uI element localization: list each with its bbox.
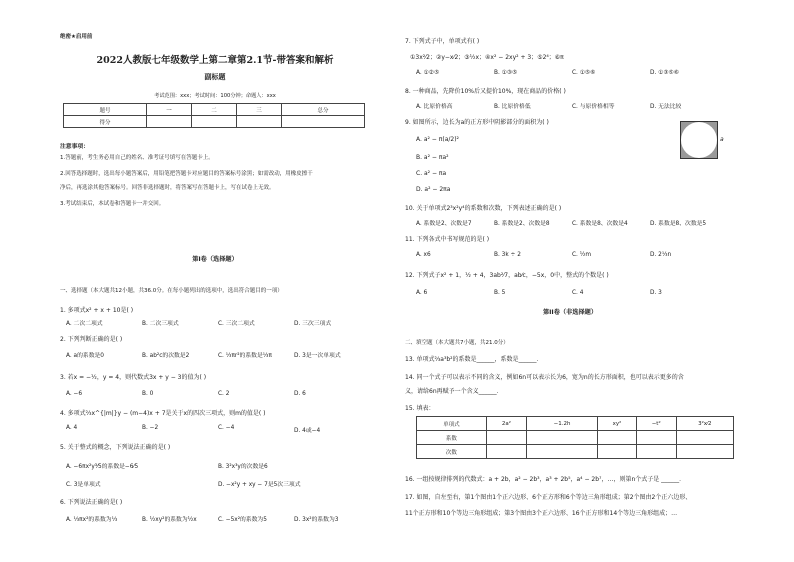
- option: B. 3k ÷ 2: [494, 252, 521, 258]
- option: C. ½m: [572, 252, 591, 258]
- score-row-values: [64, 116, 365, 128]
- option: B. 5: [494, 290, 506, 296]
- fill-table-coef: [417, 431, 734, 445]
- fill-cell[interactable]: [676, 445, 733, 459]
- question-13: 13. 单项式⅔a³b²的系数是______，系数是______．: [405, 356, 543, 363]
- question-10: 10. 关于单项式2³x²y⁴的系数和次数，下列表述正确的是( ): [405, 205, 562, 212]
- question-14: 14. 同一个式子可以表示不同的含义，例如6n可以表示长为6，宽为n的长方形面积，也可以表示更多的含: [405, 374, 684, 381]
- option: D. a² − 2πa: [416, 186, 451, 193]
- fill-cell: 3²x⁄2: [676, 417, 733, 431]
- option: A. ①②⑤: [416, 70, 440, 76]
- note-item: 3.考试结束后，本试卷和答题卡一并交回。: [60, 201, 165, 207]
- option: C. 三次二项式: [218, 321, 255, 327]
- fill-cell[interactable]: [636, 445, 676, 459]
- square-figure: [680, 121, 718, 159]
- shaded-square-icon: [681, 122, 717, 158]
- option: D. 2⅓n: [650, 252, 672, 258]
- option: A. 6: [416, 290, 428, 296]
- option: C. 系数是8、次数是4: [572, 221, 628, 227]
- option: B. 比原价格低: [494, 104, 531, 110]
- option: D. ①③⑤⑥: [650, 70, 679, 76]
- option: C. −5x²的系数为5: [218, 517, 267, 523]
- option: D. 系数是8、次数是5: [650, 221, 707, 227]
- option: B. −2: [142, 425, 159, 431]
- volume-2-title: 第II卷（非选择题）: [542, 309, 598, 316]
- figure-label: a: [720, 136, 724, 143]
- score-table: [63, 103, 365, 128]
- page-subtitle: 副标题: [204, 73, 226, 81]
- fill-cell[interactable]: [486, 431, 526, 445]
- option: A. 4: [66, 425, 78, 431]
- question-2: 2. 下列判断正确的是( ): [60, 336, 123, 343]
- question-9: 9. 如图所示，边长为a的正方形中阴影部分的面积为( ): [405, 119, 549, 126]
- score-row-header: [64, 104, 365, 116]
- option: C. 3是单项式: [66, 482, 101, 488]
- option: C. 与原价格相等: [572, 104, 615, 110]
- option: A. 比原价格高: [416, 104, 453, 110]
- option: D. 三次三项式: [294, 321, 332, 327]
- fill-cell: 2a²: [486, 417, 526, 431]
- option: A. 二次二项式: [66, 321, 103, 327]
- question-11: 11. 下列各式中书写规范的是( ): [405, 236, 490, 243]
- fill-cell[interactable]: [526, 445, 597, 459]
- question-7-line: ①3x²⁄2；②y−x⁄2；③½x；④x² − 2xy² + 3；⑤2⁴；⑥π: [410, 54, 564, 61]
- score-cell: 二: [191, 104, 236, 116]
- note-item: 净后，再选涂其他答案标号。回答非选择题时，将答案写在答题卡上，写在试卷上无效。: [60, 185, 275, 191]
- fill-cell[interactable]: [636, 431, 676, 445]
- exam-info: 考试范围：xxx；考试时间：100分钟；命题人：xxx: [154, 93, 276, 99]
- question-4: 4. 多项式⅔x^{|m|}y − (m−4)x + 7是关于x的四次三项式，则m的值是( ): [60, 410, 266, 417]
- score-cell: 总分: [281, 104, 364, 116]
- note-item: 1.答题前，考生务必用自己的姓名、准考证号填写在答题卡上。: [60, 155, 214, 161]
- option: A. −6πx²y³⁄5的系数是−6⁄5: [66, 464, 139, 470]
- option: D. 3: [650, 290, 662, 296]
- option: C. ⅓πr²的系数是⅓π: [218, 353, 272, 359]
- score-cell: 一: [146, 104, 191, 116]
- fill-cell: −1.2h: [526, 417, 597, 431]
- option: A. ⅓πx²的系数为⅓: [66, 517, 118, 523]
- fill-table: [416, 416, 734, 459]
- option: D. 3是一次单项式: [294, 353, 341, 359]
- question-1: 1. 多项式x² + x + 10是( ): [60, 307, 134, 314]
- fill-cell[interactable]: [676, 431, 733, 445]
- fill-cell: xy²: [598, 417, 637, 431]
- score-cell: [191, 116, 236, 128]
- question-12: 12. 下列式子x² + 1，½ + 4，3ab²⁄7，ab⁄c，−5x，0中，整式的个数是( ): [405, 272, 609, 279]
- option: B. 二次三项式: [142, 321, 179, 327]
- section-1-title: 一、选择题（本大题共12小题，共36.0分。在每小题列出的选项中，选出符合题目的一项）: [60, 288, 283, 294]
- question-7: 7. 下列式子中，单项式有( ): [405, 38, 480, 45]
- question-14-cont: 义，请给6n再赋予一个含义______．: [405, 388, 503, 395]
- fill-cell: 次数: [417, 445, 487, 459]
- option: B. ½xy²的系数为½x: [142, 517, 197, 523]
- question-3: 3. 若x = −½，y = 4，则代数式3x + y − 3的值为( ): [60, 374, 207, 381]
- option: A. −6: [66, 391, 83, 397]
- option: B. 系数是2、次数是8: [494, 221, 550, 227]
- option: C. −4: [218, 425, 235, 431]
- question-17: 17. 如图，自左至右，第1个图由1个正六边形、6个正方形和6个等边三角形组成；第2个图由2个正六边形、: [405, 494, 692, 501]
- option: D. 4或−4: [294, 428, 321, 434]
- option: D. 无法比较: [650, 104, 682, 110]
- score-cell: 得分: [64, 116, 147, 128]
- option: B. 0: [142, 391, 154, 397]
- notes-title: 注意事项：: [60, 144, 89, 150]
- fill-cell: 系数: [417, 431, 487, 445]
- secret-label: 绝密★启用前: [60, 34, 93, 40]
- option: B. a² − πa²: [416, 154, 449, 161]
- question-16: 16. 一组按规律排列的代数式：a + 2b，a² − 2b³，a³ + 2b⁵，a⁴ − 2b⁷，…，则第n个式子是 ______．: [405, 476, 686, 483]
- score-cell: [281, 116, 364, 128]
- question-5: 5. 关于整式的概念，下列说法正确的是( ): [60, 444, 171, 451]
- option: A. a² − π(a/2)²: [416, 136, 459, 143]
- option: A. a的系数是0: [66, 353, 104, 359]
- fill-cell[interactable]: [486, 445, 526, 459]
- score-cell: [236, 116, 281, 128]
- fill-table-deg: [417, 445, 734, 459]
- option: C. ①⑤⑥: [572, 70, 596, 76]
- option: C. 2: [218, 391, 230, 397]
- question-17-cont: 11个正方形和10个等边三角形组成；第3个图由3个正六边形、16个正方形和14个等边三角形组成；…: [405, 510, 678, 517]
- note-item: 2.回答选择题时，选出每小题答案后，用铅笔把答题卡对应题目的答案标号涂黑；如需改动，用橡皮擦干: [60, 171, 313, 177]
- option: D. 6: [294, 391, 306, 397]
- option: A. 系数是2、次数是7: [416, 221, 472, 227]
- score-cell: 题号: [64, 104, 147, 116]
- fill-cell[interactable]: [598, 431, 637, 445]
- fill-cell[interactable]: [526, 431, 597, 445]
- section-2-title: 二、填空题（本大题共7小题，共21.0分）: [405, 340, 509, 346]
- option: C. a² − πa: [416, 170, 447, 177]
- option: D. −x²y + xy − 7是5次三项式: [218, 482, 301, 488]
- option: B. ①③⑤: [494, 70, 518, 76]
- option: D. 3x²的系数为3: [294, 517, 339, 523]
- question-6: 6. 下列说法正确的是( ): [60, 499, 123, 506]
- score-cell: [146, 116, 191, 128]
- option: A. x6: [416, 252, 431, 258]
- score-cell: 三: [236, 104, 281, 116]
- option: B. ab²c的次数是2: [142, 353, 190, 359]
- fill-cell[interactable]: [598, 445, 637, 459]
- page-title: 2022人教版七年级数学上第二章第2.1节-带答案和解析: [96, 55, 334, 66]
- question-8: 8. 一种商品，先降价10%后又提价10%，现在商品的价格( ): [405, 88, 566, 95]
- fill-table-header: [417, 417, 734, 431]
- volume-1-title: 第I卷（选择题）: [192, 256, 238, 263]
- fill-cell: −t²: [636, 417, 676, 431]
- fill-cell: 单项式: [417, 417, 487, 431]
- option: C. 4: [572, 290, 584, 296]
- option: B. 3²x³y的次数是6: [218, 464, 268, 470]
- question-15: 15. 填表：: [405, 405, 435, 412]
